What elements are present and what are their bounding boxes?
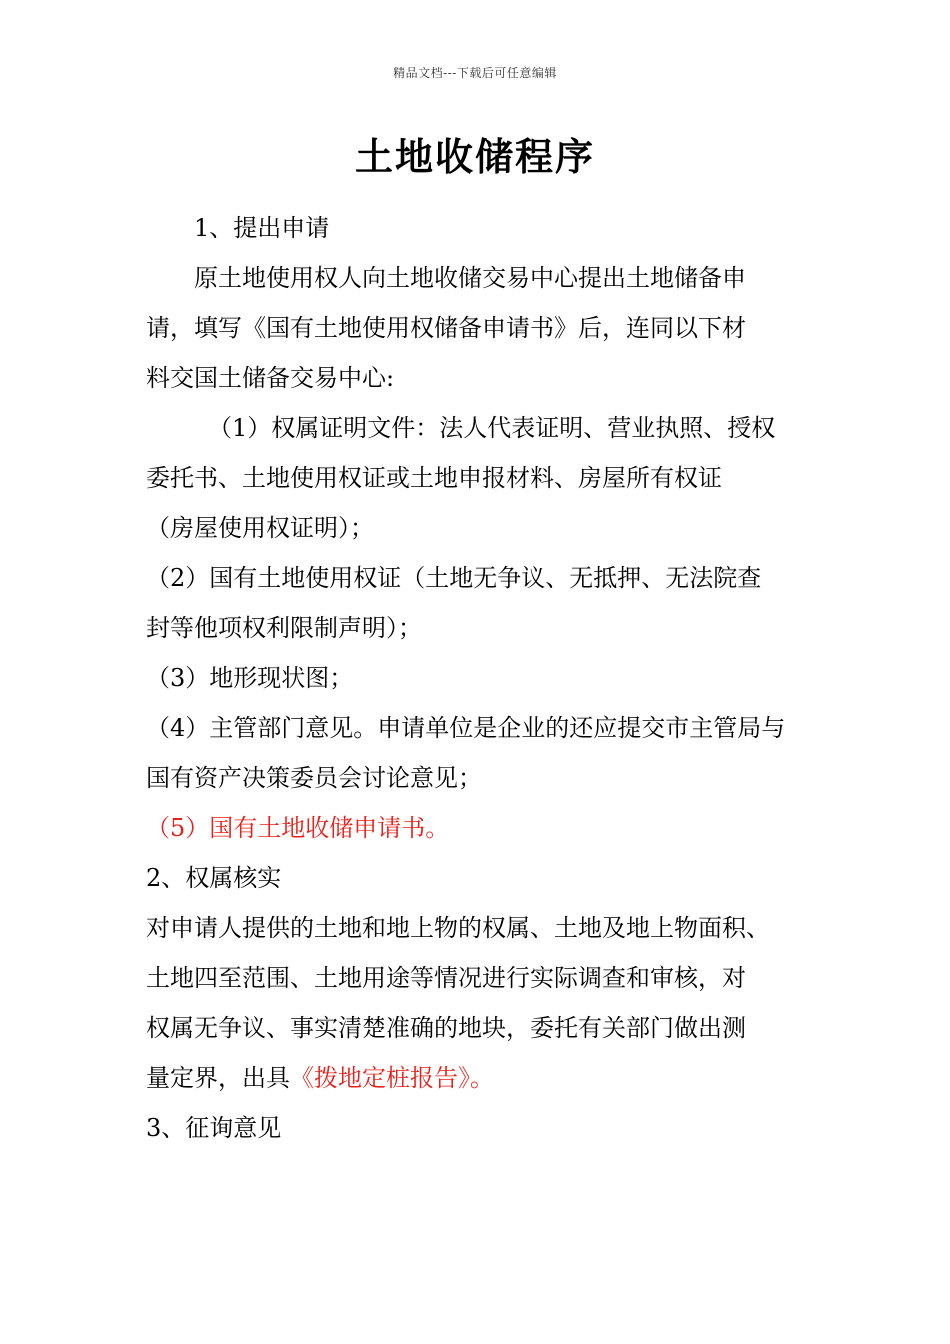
document-body [146, 203, 806, 1153]
paragraph-line: 权属无争议、事实清楚准确的地块，委托有关部门做出测 [146, 1014, 746, 1042]
list-item-4-continued: 国有资产决策委员会讨论意见； [146, 764, 482, 792]
list-item-4: （4）主管部门意见。申请单位是企业的还应提交市主管局与 [146, 714, 786, 742]
list-item-1-continued: 委托书、土地使用权证或土地申报材料、房屋所有权证 [146, 464, 722, 492]
list-item-2-continued: 封等他项权利限制声明）； [146, 614, 422, 642]
section-3-heading: 3、征询意见 [146, 1114, 282, 1142]
paragraph-line [146, 1053, 806, 1103]
paragraph-line: 原土地使用权人向土地收储交易中心提出土地储备申 [194, 264, 746, 292]
list-item-5-highlighted: （5）国有土地收储申请书。 [146, 814, 450, 842]
report-name-highlighted: 《拨地定桩报告》。 [290, 1064, 494, 1092]
paragraph-line: 土地四至范围、土地用途等情况进行实际调查和审核，对 [146, 964, 746, 992]
section-2-heading: 2、权属核实 [146, 864, 282, 892]
list-item-3: （3）地形现状图； [146, 664, 354, 692]
list-item-2: （2）国有土地使用权证（土地无争议、无抵押、无法院查 [146, 564, 762, 592]
paragraph-line: 料交国土储备交易中心: [146, 364, 395, 392]
report-text-prefix: 量定界，出具 [146, 1064, 290, 1092]
paragraph-line: 对申请人提供的土地和地上物的权属、土地及地上物面积、 [146, 914, 770, 942]
list-item-1: （1）权属证明文件：法人代表证明、营业执照、授权 [208, 414, 776, 442]
section-1-heading: 1、提出申请 [194, 214, 330, 242]
paragraph-line: 请，填写《国有土地使用权储备申请书》后，连同以下材 [146, 314, 746, 342]
page-header: 精品文档---下载后可任意编辑 [393, 66, 557, 80]
page-title: 土地收储程序 [354, 134, 595, 179]
list-item-1-continued: （房屋使用权证明）； [146, 514, 374, 542]
